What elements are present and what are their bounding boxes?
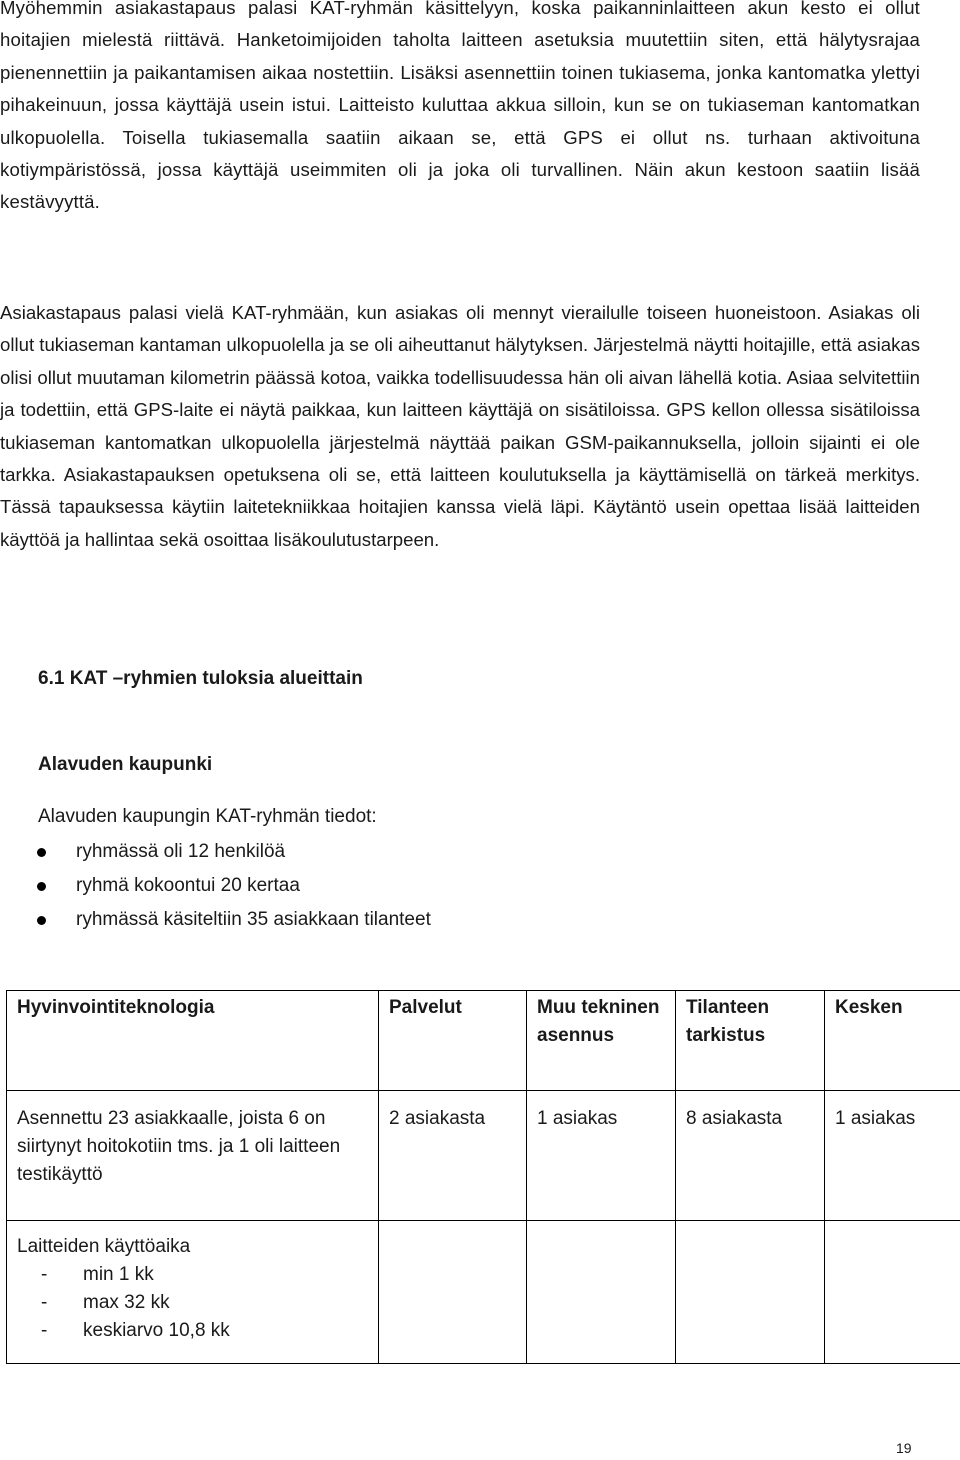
- subsection-heading: Alavuden kaupunki: [38, 754, 213, 775]
- table-row: [7, 1221, 960, 1364]
- list-item-text: max 32 kk: [83, 1292, 170, 1313]
- list-item-text: min 1 kk: [83, 1264, 154, 1285]
- list-item: [17, 1261, 368, 1289]
- list-item-text: ryhmässä oli 12 henkilöä: [76, 841, 286, 862]
- table-cell: 2 asiakasta: [379, 1091, 527, 1221]
- list-item-text: ryhmässä käsiteltiin 35 asiakkaan tilanteet: [76, 909, 431, 930]
- table-cell: [825, 1221, 960, 1364]
- table-cell: 1 asiakas: [825, 1091, 960, 1221]
- table-cell: 8 asiakasta: [676, 1091, 825, 1221]
- usage-title: Laitteiden käyttöaika: [17, 1236, 191, 1257]
- table-header-cell: Kesken: [825, 991, 960, 1091]
- list-item-text: keskiarvo 10,8 kk: [83, 1320, 230, 1341]
- table-cell: 1 asiakas: [527, 1091, 676, 1221]
- table-cell: [676, 1221, 825, 1364]
- table-header-cell: Muu tekninen asennus: [527, 991, 676, 1091]
- table-header-cell: Tilanteen tarkistus: [676, 991, 825, 1091]
- table-header-row: [7, 991, 960, 1091]
- table-cell: [527, 1221, 676, 1364]
- results-table: [6, 990, 960, 1364]
- list-item: [17, 1289, 368, 1317]
- table-row: [7, 1091, 960, 1221]
- dash-marker: -: [41, 1292, 48, 1313]
- bullet-icon: [37, 916, 46, 925]
- table-cell: [379, 1221, 527, 1364]
- dash-marker: -: [41, 1320, 48, 1341]
- usage-list: [17, 1261, 368, 1345]
- list-item-text: ryhmä kokoontui 20 kertaa: [76, 875, 300, 896]
- table-cell: Asennettu 23 asiakkaalle, joista 6 on siirtynyt hoitokotiin tms. ja 1 oli laitteen testikäyttö: [7, 1091, 379, 1221]
- bullet-icon: [37, 848, 46, 857]
- list-item: [17, 1317, 368, 1345]
- table-header-cell: Hyvinvointiteknologia: [7, 991, 379, 1091]
- table-header-cell: Palvelut: [379, 991, 527, 1091]
- dash-marker: -: [41, 1264, 48, 1285]
- body-paragraph-2: Asiakastapaus palasi vielä KAT-ryhmään, kun asiakas oli mennyt vierailulle toiseen huoneistoon. Asiakas oli ollut tukiaseman kantaman ulkopuolella ja se oli aiheuttanut hälytyksen. Järjestelmä näytti hoitajille, että asiakas olisi ollut muutaman kilometrin päässä kotoa, vaikka todellisuudessa hän oli aivan lähellä kotia. Asiaa selvitettiin ja todettiin, että GPS-laite ei näytä paikkaa, kun laitteen käyttäjä on sisätiloissa. GPS kellon ollessa sisätiloissa tukiaseman kantomatkan ulkopuolella järjestelmä näyttää paikan GSM-paikannuksella, jolloin sijainti ei ole tarkka. Asiakastapauksen opetuksena oli se, että laitteen koulutuksella ja käyttämisellä on tärkeä merkitys. Tässä tapauksessa käytiin laitetekniikkaa hoitajien kanssa vielä läpi. Käytäntö usein opettaa lisää laitteiden käyttöä ja hallintaa sekä osoittaa lisäkoulutustarpeen.: [0, 302, 920, 550]
- bullet-icon: [37, 882, 46, 891]
- usage-cell: [7, 1221, 379, 1364]
- info-intro: Alavuden kaupungin KAT-ryhmän tiedot:: [38, 806, 377, 827]
- page-number: 19: [896, 1440, 912, 1456]
- body-paragraph-1: Myöhemmin asiakastapaus palasi KAT-ryhmän käsittelyyn, koska paikanninlaitteen akun kesto ei ollut hoitajien mielestä riittävä. Hanketoimijoiden taholta laitteen asetuksia muutettiin siten, että hälytysrajaa pienennettiin ja paikantamisen aikaa nostettiin. Lisäksi asennettiin toinen tukiasema, jonka kantomatka ylettyi pihakeinuun, jossa käyttäjä usein istui. Laitteisto kuluttaa akkua silloin, kun se on tukiaseman kantomatkan ulkopuolella. Toisella tukiasemalla saatiin aikaan se, että GPS ei ollut ns. turhaan aktivoituna kotiympäristössä, jossa käyttäjä useimmiten oli ja joka oli turvallinen. Näin akun kestoon saatiin lisää kestävyyttä.: [0, 0, 920, 213]
- section-heading: 6.1 KAT –ryhmien tuloksia alueittain: [38, 668, 363, 689]
